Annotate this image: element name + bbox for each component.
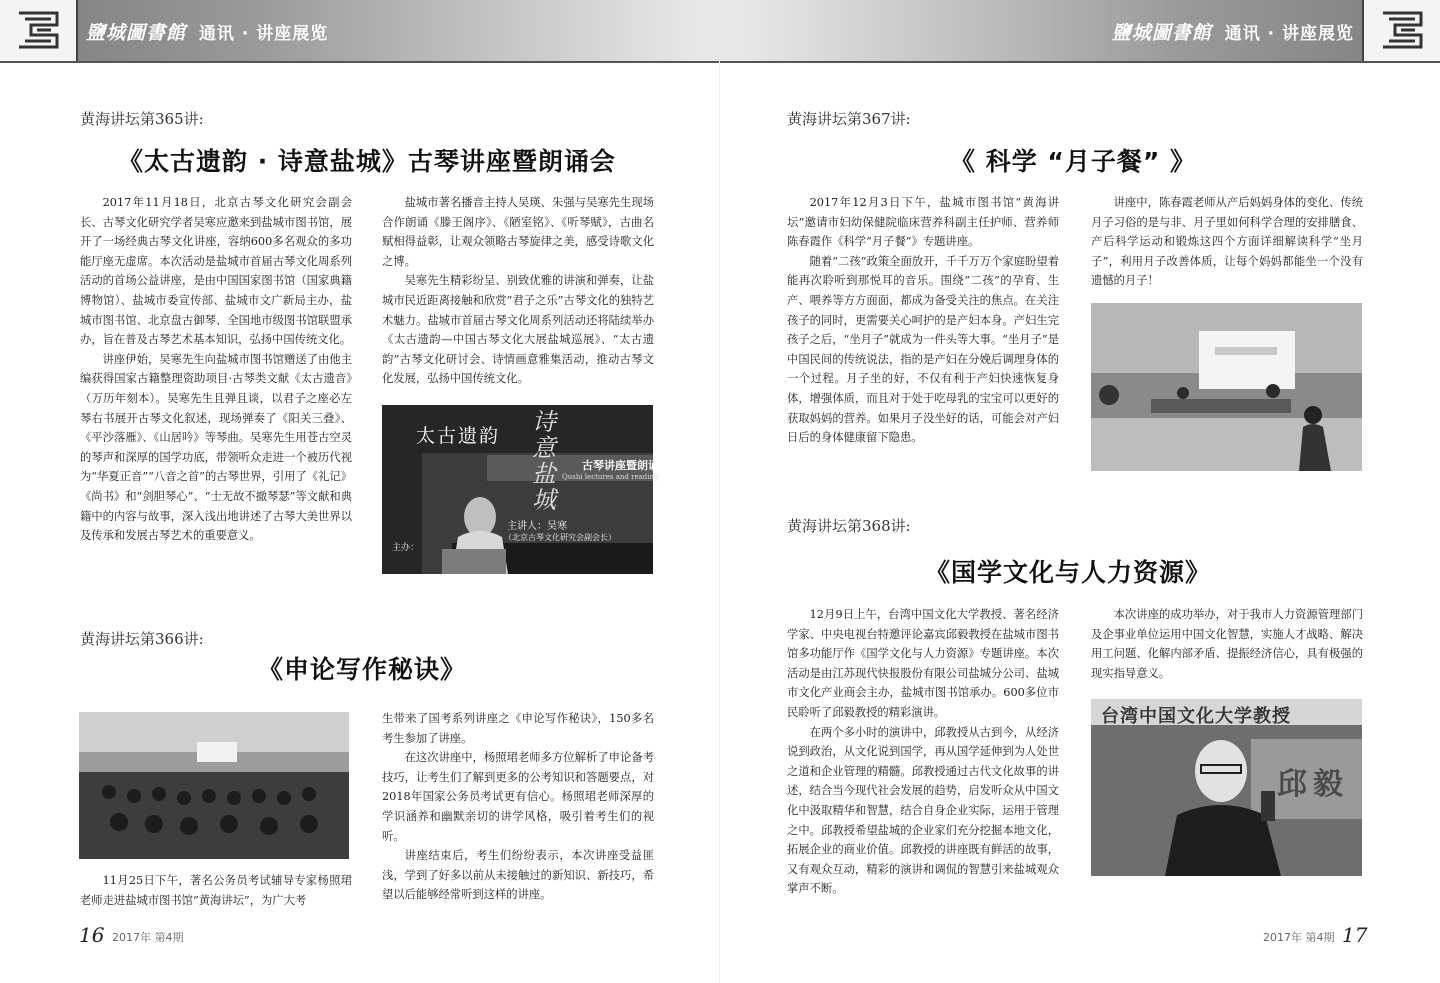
article-368-label: 黄海讲坛第368讲: [787,517,911,535]
photo-speaker-org: （北京古琴文化研究会副会长） [504,533,616,542]
postpartum-lecture-photo [1091,303,1362,471]
photo-screen-subtitle: Qushi lectures and reading [562,473,659,481]
header-title-right [1112,18,1354,45]
exam-lecture-photo [79,712,349,859]
paragraph: 吴寒先生精彩纷呈、别致优雅的讲演和弹奏，让盐城市民近距离接触和欣赏“君子之乐”古琴文化的独特艺术魅力。盐城市首届古琴文化周系列活动还将陆续举办《太古遗韵—中国古琴文化大展盐城巡展》、“太古遗韵”古琴文化研讨会、诗情画意雅集活动，推动古琴文化发展，弘扬中国传统文化。 [382,274,654,386]
guqin-lecture-photo [382,405,670,574]
article-368-title: 《国学文化与人力资源》 [925,558,1212,587]
issue-left: 2017年 第4期 [112,931,184,944]
photo-banner-left: 太古遗韵 [416,425,501,447]
article-365-column-1 [80,193,352,546]
paragraph: 生带来了国考系列讲座之《申论写作秘诀》，150多名考生参加了讲座。 [382,712,654,745]
article-365-label: 黄海讲坛第365讲: [80,110,204,128]
section-name: 通讯 · 讲座展览 [1224,24,1354,44]
library-name: 鹽城圖書館 [1111,22,1212,44]
photo-host: 主办： [392,543,420,553]
article-365-title: 《太古遗韵 · 诗意盐城》古琴讲座暨朗诵会 [118,147,616,176]
paragraph: 随着“二孩”政策全面放开，千千万万个家庭盼望着能再次聆听到那悦耳的音乐。围绕“二孩”的孕育、生产、喂养等方方面面，都成为备受关注的焦点。在关注孩子的同时，更需要关心呵护的是产妇本身。产妇生完孩子之后，“坐月子”就成为一件头等大事。“坐月子”是中国民间的传统说法，指的是产妇在分娩后调理身体的一个过程。月子坐的好，不仅有利于产妇快速恢复身体，增强体质，而且对于处于吃母乳的宝宝可以更好的获取妈妈的营养。如果月子没坐好的话，可能会对产妇日后的身体健康留下隐患。 [787,254,1059,445]
article-368-column-2 [1091,605,1363,683]
exam-photo-image [79,712,349,859]
page-spine [719,61,720,983]
photo-banner: 台湾中国文化大学教授 [1101,706,1291,727]
header-logo-left [0,0,78,61]
hr-lecture-photo [1091,699,1362,876]
paragraph: 2017年11月18日，北京古琴文化研究会副会长、古琴文化研究学者吴寒应邀来到盐城市图书馆，展开了一场经典古琴文化讲座，容纳600多名观众的多功能厅座无虚席。本次活动是盐城市首届古琴文化周系列活动的首场公益讲座，是由中国国家图书馆（国家典籍博物馆）、盐城市委宣传部、盐城市文广新局主办，盐城市图书馆、北京盘古御琴、全国地市级图书馆联盟承办，旨在普及古琴艺术基本知识，弘扬中国传统文化。 [80,196,352,347]
photo-name: 邱毅 [1277,767,1349,802]
article-366-title: 《申论写作秘诀》 [258,655,467,684]
article-367-column-2 [1091,193,1363,291]
paragraph: 在两个多小时的演讲中，邱教授从古到今，从经济说到政治，从文化说到国学，再从国学延伸到为人处世之道和企业管理的精髓。邱教授通过古代文化故事的讲述，结合当今现代社会发展的趋势，启发听众从中国文化中汲取精华和智慧，结合自身企业实际，运用于管理之中。邱教授希望盐城的企业家们充分挖掘本地文化，拓展企业的商业价值。邱教授的讲座既有鲜活的故事，又有观众互动，精彩的演讲和调侃的智慧引来盐城观众掌声不断。 [787,725,1059,896]
page-header [0,0,1440,63]
page-number-left: 16 [79,923,105,947]
issue-right: 2017年 第4期 [1263,931,1335,944]
paragraph: 讲座结束后，考生们纷纷表示，本次讲座受益匪浅，学到了好多以前从未接触过的新知识、新技巧，希望以后能够经常听到这样的讲座。 [382,849,654,902]
paragraph: 盐城市著名播音主持人吴瑛、朱强与吴寒先生现场合作朗诵《滕王阁序》、《陋室铭》、《听琴赋》，古曲名赋相得益彰，让观众领略古琴旋律之美，感受诗歌文化之博。 [382,196,654,268]
library-name: 鹽城圖書館 [86,22,187,44]
article-365-column-2 [382,193,654,389]
paragraph: 本次讲座的成功举办，对于我市人力资源管理部门及企事业单位运用中国文化智慧，实施人才战略、解决用工问题、化解内部矛盾、提振经济信心，具有极强的现实指导意义。 [1091,608,1363,680]
library-logo-icon [17,11,59,49]
photo-banner-right: 诗意盐城 [532,408,556,514]
article-366-column-2 [382,709,654,905]
paragraph: 11月25日下午，著名公务员考试辅导专家杨照珺老师走进盐城市图书馆“黄海讲坛”，为广大考 [80,874,352,907]
article-366-label: 黄海讲坛第366讲: [80,630,204,648]
library-logo-icon [1381,11,1423,49]
photo-screen-title: 古琴讲座暨朗诵会 [582,459,670,472]
photo-speaker: 主讲人：吴寒 [507,521,567,532]
postpartum-photo-image [1091,303,1362,471]
header-title-left [86,18,328,45]
paragraph: 讲座伊始，吴寒先生向盐城市图书馆赠送了由他主编获得国家古籍整理资助项目·古琴类文献《太古遗音》（万历年刻本）。吴寒先生且弹且谈，以君子之座必左琴右书展开古琴文化叙述，现场弹奏了《阳关三叠》、《平沙落雁》、《山居吟》等琴曲。吴寒先生用苍古空灵的琴声和深厚的国学功底，带领听众走进一个被历代视为“华夏正音”“八音之首”的古琴世界，引用了《礼记》《尚书》和“剑胆琴心”、“士无故不撤琴瑟”等文献和典籍中的内容与故事，深入浅出地讲述了古琴大美世界以及传承和发展古琴艺术的重要意义。 [80,352,352,543]
article-366-column-1 [80,871,352,910]
article-368-column-1 [787,605,1059,899]
article-367-column-1 [787,193,1059,448]
paragraph: 2017年12月3日下午，盐城市图书馆“黄海讲坛”邀请市妇幼保健院临床营养科副主任护师、营养师陈春霞作《科学“月子餐”》专题讲座。 [787,196,1059,249]
article-367-title: 《 科学 “月子餐” 》 [950,147,1196,176]
paragraph: 讲座中，陈春霞老师从产后妈妈身体的变化、传统月子习俗的是与非、月子里如何科学合理的安排膳食、产后科学运动和锻炼这四个方面详细解读科学“坐月子”，利用月子改善体质，让每个妈妈都能坐一个没有遗憾的月子！ [1091,196,1363,288]
paragraph: 12月9日上午，台湾中国文化大学教授、著名经济学家、中央电视台特邀评论嘉宾邱毅教授在盐城市图书馆多功能厅作《国学文化与人力资源》专题讲座。本次活动是由江苏现代快报股份有限公司盐城分公司、盐城市文化产业商会主办，盐城市图书馆承办。600多位市民聆听了邱毅教授的精彩演讲。 [787,608,1059,719]
paragraph: 在这次讲座中，杨照珺老师多方位解析了申论备考技巧，让考生们了解到更多的公考知识和答题要点，对2018年国家公务员考试更有信心。杨照珺老师深厚的学识涵养和幽默亲切的讲学风格，吸引着考生们的视听。 [382,751,654,843]
article-367-label: 黄海讲坛第367讲: [787,110,911,128]
page-number-right: 17 [1342,923,1368,947]
section-name: 通讯 · 讲座展览 [198,24,329,44]
header-logo-right [1362,0,1440,61]
